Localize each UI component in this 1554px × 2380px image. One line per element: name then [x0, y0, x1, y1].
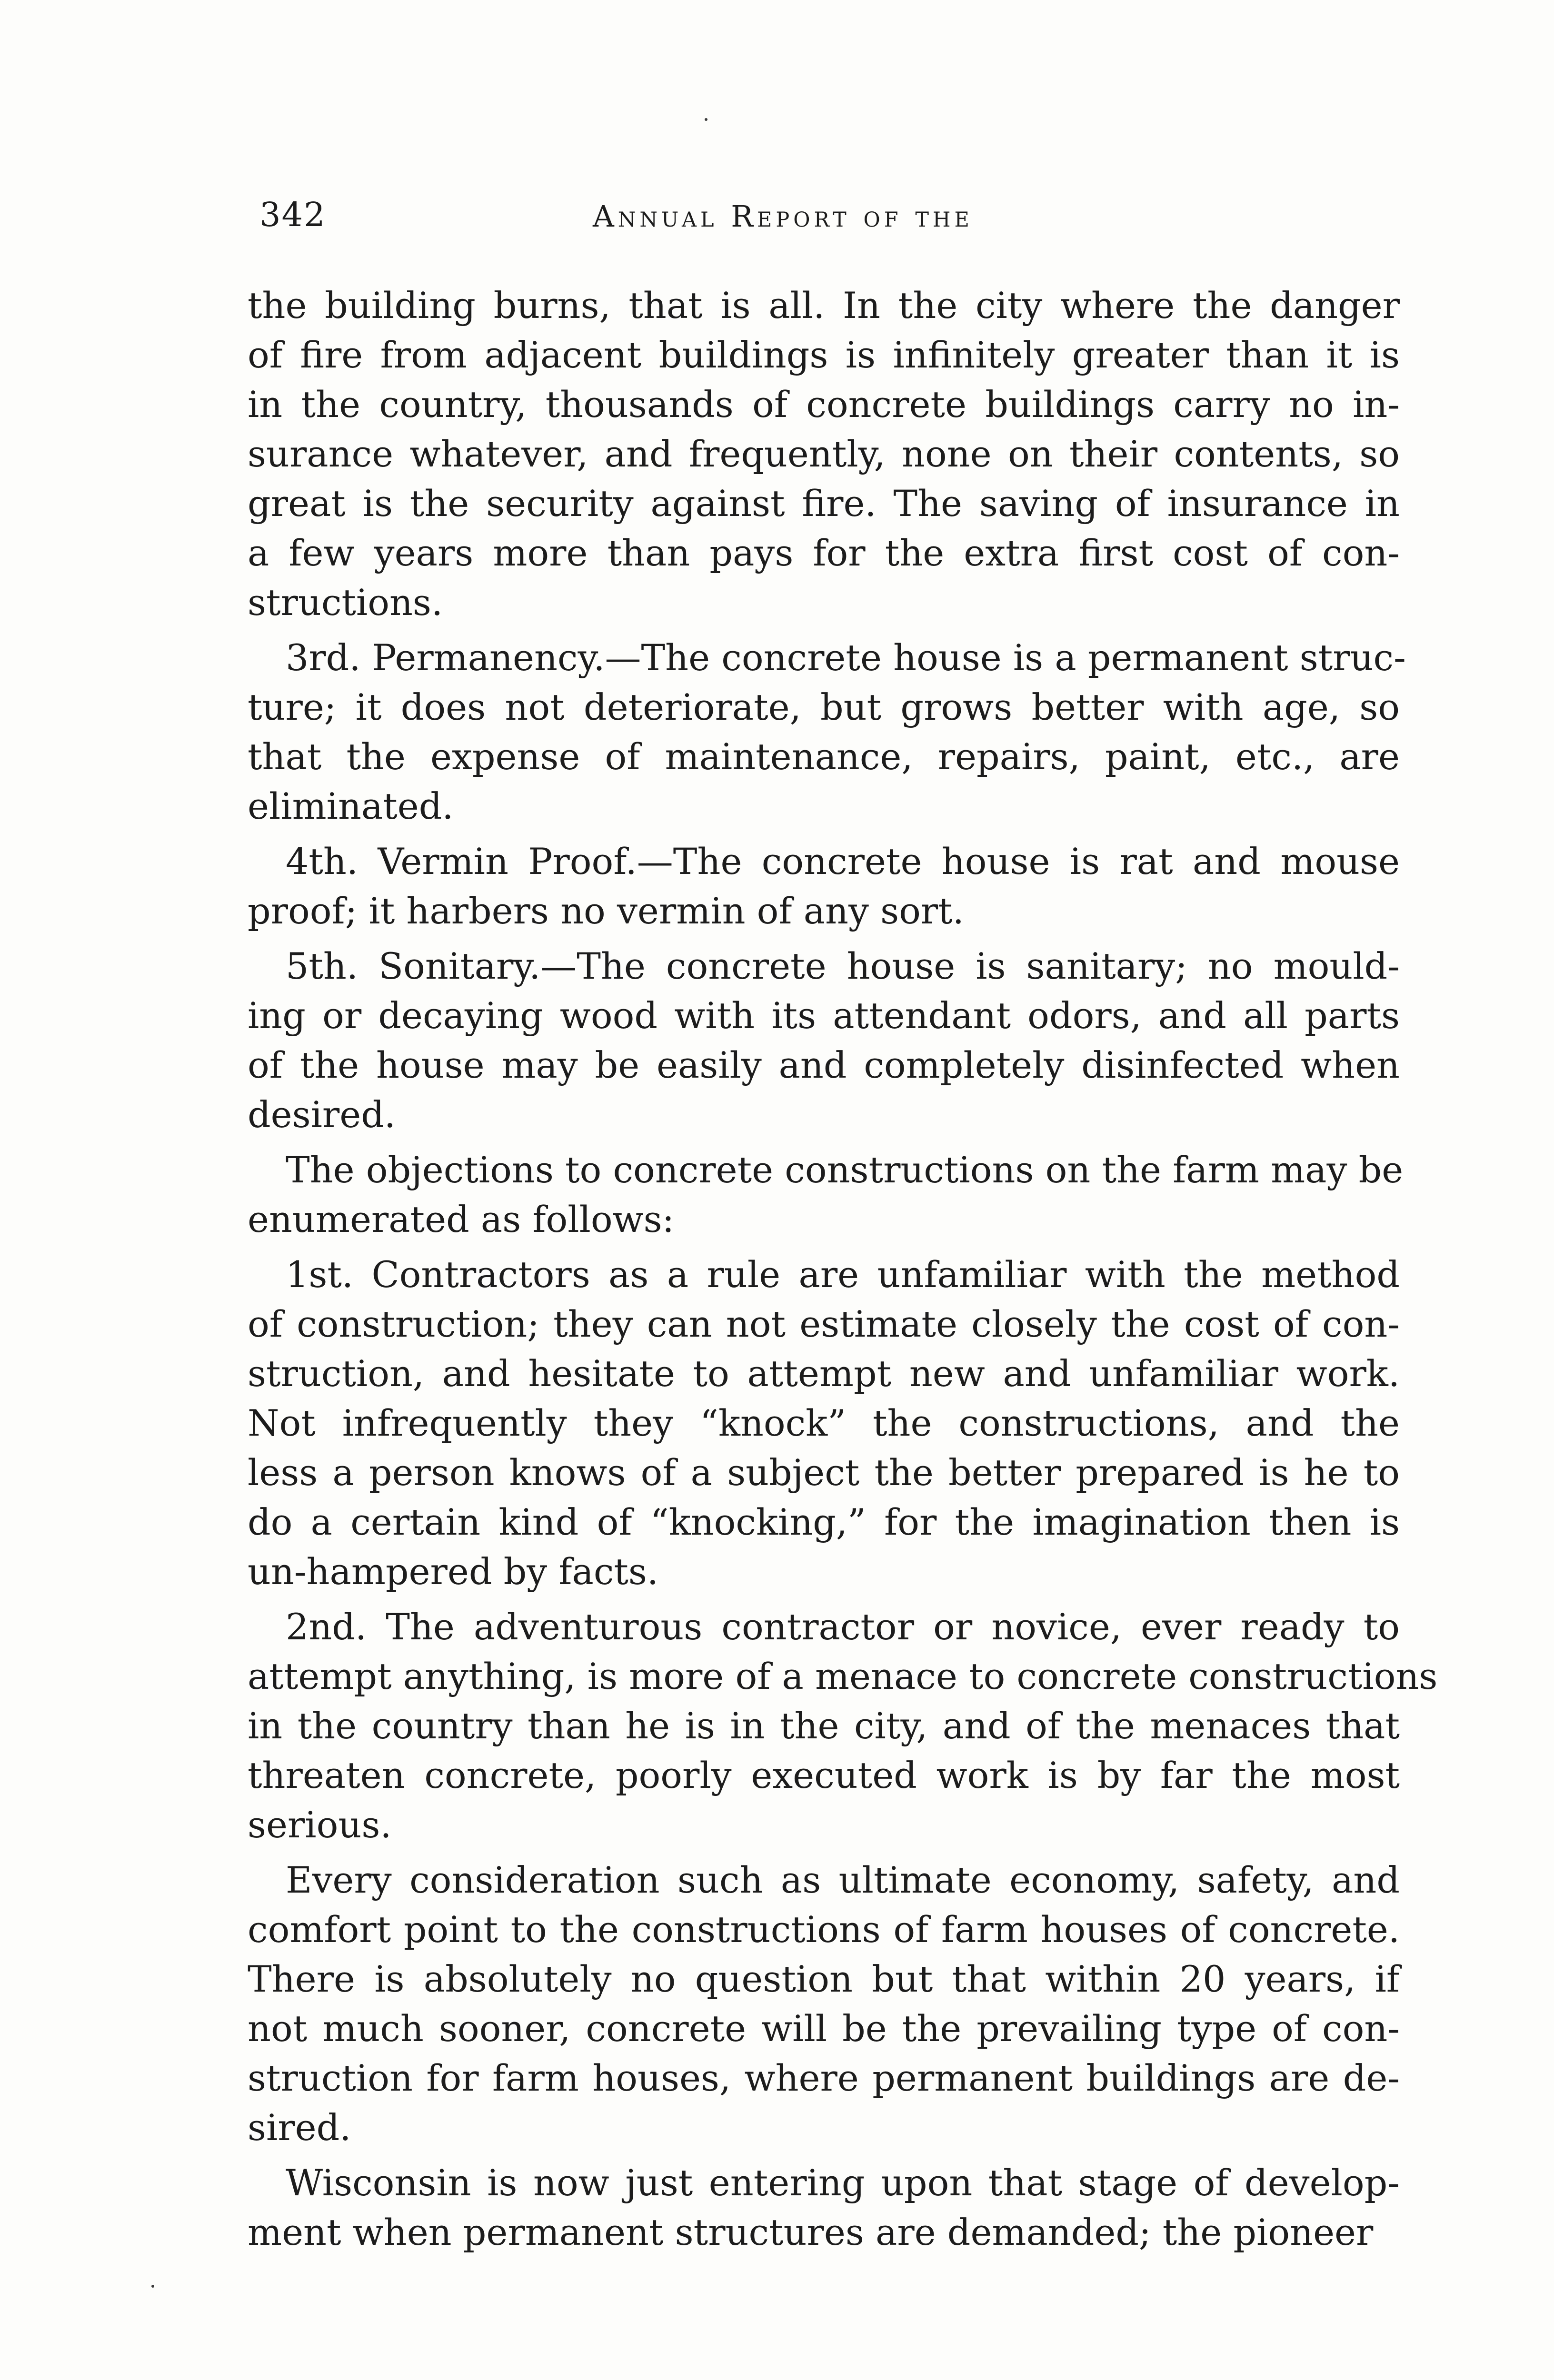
text-line: do a certain kind of “knocking,” for the imagination then is: [248, 1501, 1400, 1543]
page-header: [259, 195, 1412, 248]
paragraph-gap: [248, 1140, 1400, 1145]
paragraph-gap: [248, 936, 1400, 942]
text-line: struction, and hesitate to attempt new and unfamiliar work.: [248, 1352, 1400, 1395]
paragraph: [248, 1145, 1404, 1244]
text-line: threaten concrete, poorly executed work is by far the most: [248, 1754, 1400, 1796]
text-line: of the house may be easily and completely disinfected when: [248, 1044, 1400, 1086]
paragraph: [248, 633, 1406, 831]
text-line: that the expense of maintenance, repairs, paint, etc., are: [248, 735, 1400, 778]
paragraph-gap: [248, 831, 1400, 837]
text-line: There is absolutely no question but that within 20 years, if: [248, 1958, 1400, 2000]
text-line: Every consideration such as ultimate economy, safety, and: [286, 1859, 1400, 1901]
text-line: ment when permanent structures are demanded; the pioneer: [248, 2211, 1374, 2253]
text-line: surance whatever, and frequently, none on their contents, so: [248, 433, 1400, 475]
text-line: serious.: [248, 1804, 392, 1846]
text-line: eliminated.: [248, 785, 454, 827]
text-line: of construction; they can not estimate closely the cost of con-: [248, 1303, 1400, 1345]
text-line: in the country than he is in the city, and of the menaces that: [248, 1705, 1400, 1747]
paragraph: [248, 1602, 1438, 1850]
text-line: a few years more than pays for the extra first cost of con-: [248, 532, 1400, 574]
page-number: 342: [259, 195, 326, 234]
paragraph-gap: [248, 1850, 1400, 1855]
text-line: Not infrequently they “knock” the constructions, and the: [248, 1402, 1400, 1444]
paragraph: [248, 1250, 1400, 1597]
text-line: enumerated as follows:: [248, 1198, 675, 1240]
print-speck: [705, 118, 707, 121]
text-line: attempt anything, is more of a menace to concrete constructions: [248, 1655, 1438, 1697]
paragraph: [248, 281, 1400, 627]
text-line: not much sooner, concrete will be the prevailing type of con-: [248, 2007, 1400, 2050]
paragraph: [248, 942, 1400, 1140]
text-line: struction for farm houses, where permanent buildings are de-: [248, 2057, 1400, 2099]
text-line: 3rd. Permanency.—The concrete house is a permanent struc-: [286, 636, 1406, 679]
text-line: proof; it harbers no vermin of any sort.: [248, 890, 964, 932]
text-line: Wisconsin is now just entering upon that stage of develop-: [286, 2162, 1400, 2204]
running-head: Annual Report of the: [593, 199, 973, 234]
paragraph: [248, 1855, 1400, 2152]
text-line: The objections to concrete constructions on the farm may be: [286, 1149, 1404, 1191]
text-line: ing or decaying wood with its attendant odors, and all parts: [248, 994, 1400, 1037]
paragraph-gap: [248, 2152, 1400, 2158]
text-line: the building burns, that is all. In the city where the danger: [248, 284, 1400, 327]
text-line: 1st. Contractors as a rule are unfamiliar with the method: [286, 1253, 1400, 1296]
text-line: 5th. Sonitary.—The concrete house is sanitary; no mould-: [286, 945, 1400, 987]
text-line: in the country, thousands of concrete buildings carry no in-: [248, 383, 1400, 426]
text-line: comfort point to the constructions of farm houses of concrete.: [248, 1908, 1400, 1951]
paragraph: [248, 2158, 1400, 2257]
text-line: great is the security against fire. The saving of insurance in: [248, 482, 1400, 525]
text-line: desired.: [248, 1093, 396, 1136]
text-line: structions.: [248, 581, 443, 624]
text-line: ture; it does not deteriorate, but grows better with age, so: [248, 686, 1400, 728]
print-speck: [151, 2285, 154, 2288]
paragraph: [248, 837, 1400, 936]
text-line: 2nd. The adventurous contractor or novice, ever ready to: [286, 1606, 1400, 1648]
paragraph-gap: [248, 1597, 1400, 1602]
text-line: un-hampered by facts.: [248, 1550, 659, 1593]
text-line: less a person knows of a subject the better prepared is he to: [248, 1451, 1400, 1494]
text-line: sired.: [248, 2106, 351, 2149]
paragraph-gap: [248, 1244, 1400, 1250]
paragraph-gap: [248, 627, 1400, 633]
text-line: 4th. Vermin Proof.—The concrete house is rat and mouse: [286, 840, 1400, 883]
text-line: of fire from adjacent buildings is infinitely greater than it is: [248, 334, 1400, 376]
body-text: [248, 281, 1438, 2257]
